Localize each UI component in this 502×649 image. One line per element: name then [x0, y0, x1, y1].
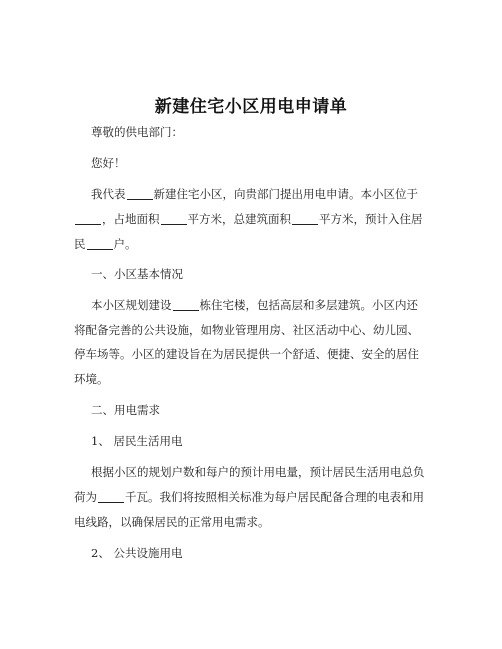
paragraph-1-line-2: ，占地面积 平方米，总建筑面积 平方米，预计入住居	[74, 211, 423, 227]
item-2-heading: 2、 公共设施用电	[91, 546, 183, 560]
paragraph-2-line-4: 环境。	[74, 372, 109, 386]
paragraph-1-line-1: 我代表 新建住宅小区，向贵部门提出用电申请。本小区位于	[91, 187, 418, 201]
paragraph-3-line-1: 根据小区的规划户数和每户的预计用电量，预计居民生活用电总负	[91, 465, 425, 479]
blank-field	[75, 212, 101, 225]
paragraph-2-line-2: 将配备完善的公共设施，如物业管理用房、社区活动中心、幼儿园、	[74, 323, 419, 337]
blank-field	[87, 237, 113, 250]
greeting: 您好！	[91, 156, 126, 170]
item-1-heading: 1、 居民生活用电	[91, 434, 183, 448]
blank-field	[98, 490, 124, 503]
blank-field	[173, 298, 199, 311]
paragraph-1-line-3: 民 户。	[74, 237, 137, 251]
section-1-heading: 一、小区基本情况	[91, 267, 183, 281]
blank-field	[292, 212, 318, 225]
paragraph-2-line-1: 本小区规划建设 栋住宅楼，包括高层和多层建筑。小区内还	[91, 298, 418, 312]
blank-field	[127, 187, 153, 200]
paragraph-3-line-3: 电线路，以确保居民的正常用电需求。	[74, 515, 270, 529]
salutation: 尊敬的供电部门：	[91, 125, 183, 139]
paragraph-2-line-3: 停车场等。小区的建设旨在为居民提供一个舒适、便捷、安全的居住	[74, 347, 419, 361]
section-2-heading: 二、用电需求	[91, 403, 160, 417]
document-title: 新建住宅小区用电申请单	[154, 97, 348, 117]
blank-field	[161, 212, 187, 225]
paragraph-3-line-2: 荷为 千瓦。我们将按照相关标准为每户居民配备合理的电表和用	[74, 490, 424, 504]
